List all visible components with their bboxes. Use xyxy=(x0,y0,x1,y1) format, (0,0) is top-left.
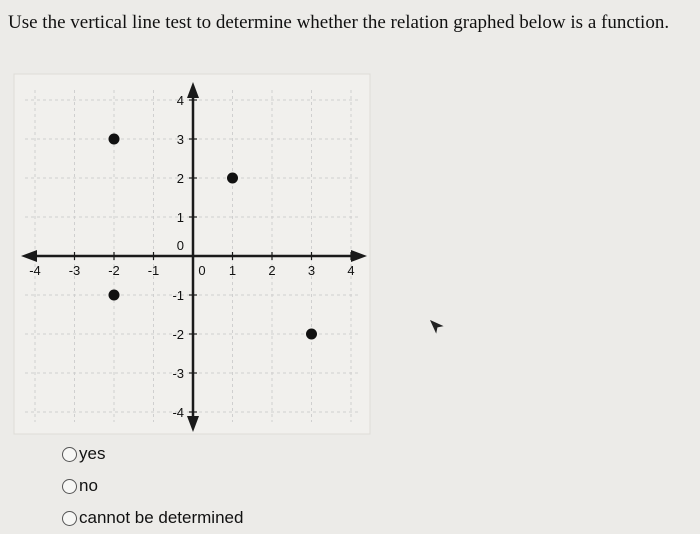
x-tick-label: 4 xyxy=(347,263,355,278)
data-point xyxy=(109,290,120,301)
mouse-pointer-icon xyxy=(428,318,444,334)
x-tick-label: 0 xyxy=(198,263,206,278)
option-label: cannot be determined xyxy=(79,508,244,527)
radio-circle-icon[interactable] xyxy=(62,447,77,462)
x-tick-label: -2 xyxy=(108,263,120,278)
option-label: no xyxy=(79,476,98,495)
x-tick-label: 1 xyxy=(228,263,237,278)
y-tick-label: -3 xyxy=(172,366,184,381)
y-tick-label: 0 xyxy=(176,238,184,253)
option-yes[interactable] xyxy=(62,438,243,470)
y-tick-label: 1 xyxy=(176,210,184,225)
x-tick-label: -4 xyxy=(29,263,41,278)
y-tick-label: 2 xyxy=(176,171,184,186)
x-tick-label: -1 xyxy=(147,263,160,278)
radio-circle-icon[interactable] xyxy=(62,511,77,526)
y-tick-label: -4 xyxy=(172,405,184,420)
data-point xyxy=(306,329,317,340)
radio-circle-icon[interactable] xyxy=(62,479,77,494)
option-no[interactable] xyxy=(62,470,243,502)
y-tick-label: -1 xyxy=(172,288,184,303)
data-point xyxy=(109,134,120,145)
x-tick-label: 3 xyxy=(307,263,316,278)
question-text: Use the vertical line test to determine whether the relation graphed below is a function. xyxy=(8,12,670,33)
data-point xyxy=(227,173,238,184)
x-tick-label: 2 xyxy=(268,263,276,278)
option-label: yes xyxy=(79,444,106,463)
y-tick-label: -2 xyxy=(172,327,184,342)
y-tick-label: 3 xyxy=(176,132,184,147)
x-tick-label: -3 xyxy=(68,263,81,278)
option-cannot-be-determined[interactable] xyxy=(62,502,243,534)
y-tick-label: 4 xyxy=(176,93,184,108)
answer-options xyxy=(62,438,243,534)
